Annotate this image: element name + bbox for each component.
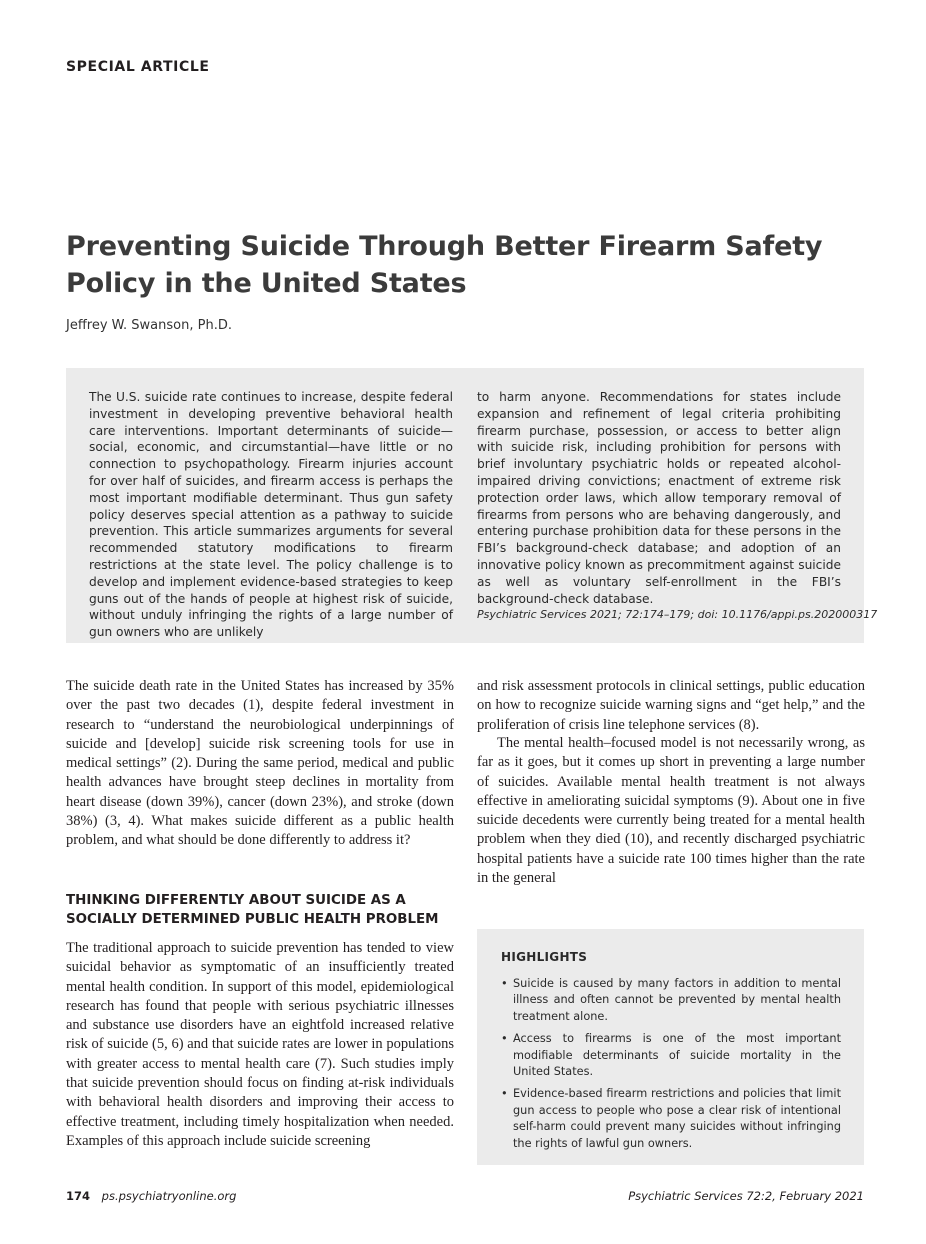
highlight-item xyxy=(501,1031,841,1080)
abstract-box xyxy=(66,368,878,643)
abstract-column-right: to harm anyone. Recommendations for states include expansion and refinement of legal criteria prohibiting firearm purchase, possession, or access to better align with suicide risk, including prohibition for persons with brief involuntary psychiatric holds or repeated alcohol-impaired driving convictions; enactment of extreme risk protection order laws, which allow temporary removal of firearms from persons who are behaving dangerously, and entering purchase prohibition data for these persons in the FBI’s background-check database; and adoption of an innovative policy known as precommitment against suicide as well as voluntary self-enrollment in the FBI’s background-check database. xyxy=(477,390,841,606)
journal-url-link[interactable]: ps.psychiatryonline.org xyxy=(101,1189,237,1203)
highlight-text: Evidence-based firearm restrictions and policies that limit gun access to people who pose a clear risk of intentional self-harm could prevent many suicides without infringing the rights of lawful gun owners. xyxy=(513,1087,841,1150)
highlight-text: Suicide is caused by many factors in addition to mental illness and often cannot be prevented by mental health treatment alone. xyxy=(513,977,841,1023)
highlights-list xyxy=(501,976,841,1158)
abstract-column-left: The U.S. suicide rate continues to increase, despite federal investment in developing preventive behavioral health care interventions. Important determinants of suicide—social, economic, and circumstantial—have little or no connection to psychopathology. Firearm injuries account for over half of suicides, and firearm access is perhaps the most important modifiable determinant. Thus gun safety policy deserves special attention as a pathway to suicide prevention. This article summarizes arguments for several recommended statutory modifications to firearm restrictions at the state level. The policy challenge is to develop and implement evidence-based strategies to keep guns out of the hands of people at highest risk of suicide, without unduly infringing the rights of a large number of gun owners who are unlikely xyxy=(89,390,453,640)
body-paragraph-4: The mental health–focused model is not necessarily wrong, as far as it goes, but it comes up short in preventing a large number of suicides. Available mental health treatment is not always effective in ameliorating suicidal symptoms (9). About one in five suicide decedents were currently being treated for a mental health problem when they died (10), and recently discharged psychiatric hospital patients have a suicide rate 100 times higher than the rate in the general xyxy=(477,735,865,887)
abstract-citation: Psychiatric Services 2021; 72:174–179; doi: 10.1176/appi.ps.202000317 xyxy=(477,608,878,621)
body-paragraph-3: and risk assessment protocols in clinical settings, public education on how to recognize suicide warning signs and “get help,” and the proliferation of crisis line telephone services (8). xyxy=(477,678,865,733)
journal-issue: Psychiatric Services 72:2, February 2021 xyxy=(628,1189,864,1203)
highlight-item xyxy=(501,976,841,1025)
author-byline: Jeffrey W. Swanson, Ph.D. xyxy=(66,318,232,333)
bullet-icon: • xyxy=(501,1032,508,1046)
bullet-icon: • xyxy=(501,977,508,990)
highlight-item xyxy=(501,1086,841,1152)
highlights-title: HIGHLIGHTS xyxy=(501,950,588,964)
section-heading: THINKING DIFFERENTLY ABOUT SUICIDE AS A SOCIALLY DETERMINED PUBLIC HEALTH PROBLEM xyxy=(66,893,439,927)
footer-left xyxy=(66,1189,236,1203)
highlight-text: Access to firearms is one of the most important modifiable determinants of suicide mortality in the United States. xyxy=(513,1032,841,1079)
body-paragraph-2: The traditional approach to suicide prevention has tended to view suicidal behavior as symptomatic of an insufficiently treated mental health condition. In support of this model, epidemiological research has found that people with serious psychiatric illnesses and substance use disorders have an eightfold increased relative risk of suicide (5, 6) and that suicide rates are lower in populations with greater access to mental health care (7). Such studies imply that suicide prevention should focus on finding at-risk individuals with behavioral health disorders and improving their access to effective treatment, including timely hospitalization when needed. Examples of this approach include suicide screening xyxy=(66,940,454,1149)
bullet-icon: • xyxy=(501,1087,508,1101)
highlights-box xyxy=(477,929,864,1165)
page-number: 174 xyxy=(66,1189,91,1203)
body-paragraph-1: The suicide death rate in the United States has increased by 35% over the past two decades (1), despite federal investment in research to “understand the neurobiological underpinnings of suicide and [develop] suicide risk screening tools for use in medical settings” (2). During the same period, medical and public health advances have brought steep declines in mortality from heart disease (down 39%), cancer (down 23%), and stroke (down 38%) (3, 4). What makes suicide different as a public health problem, and what should be done differently to address it? xyxy=(66,678,454,849)
article-title: Preventing Suicide Through Better Firearm Safety Policy in the United States xyxy=(66,231,823,299)
section-label: SPECIAL ARTICLE xyxy=(66,59,210,75)
